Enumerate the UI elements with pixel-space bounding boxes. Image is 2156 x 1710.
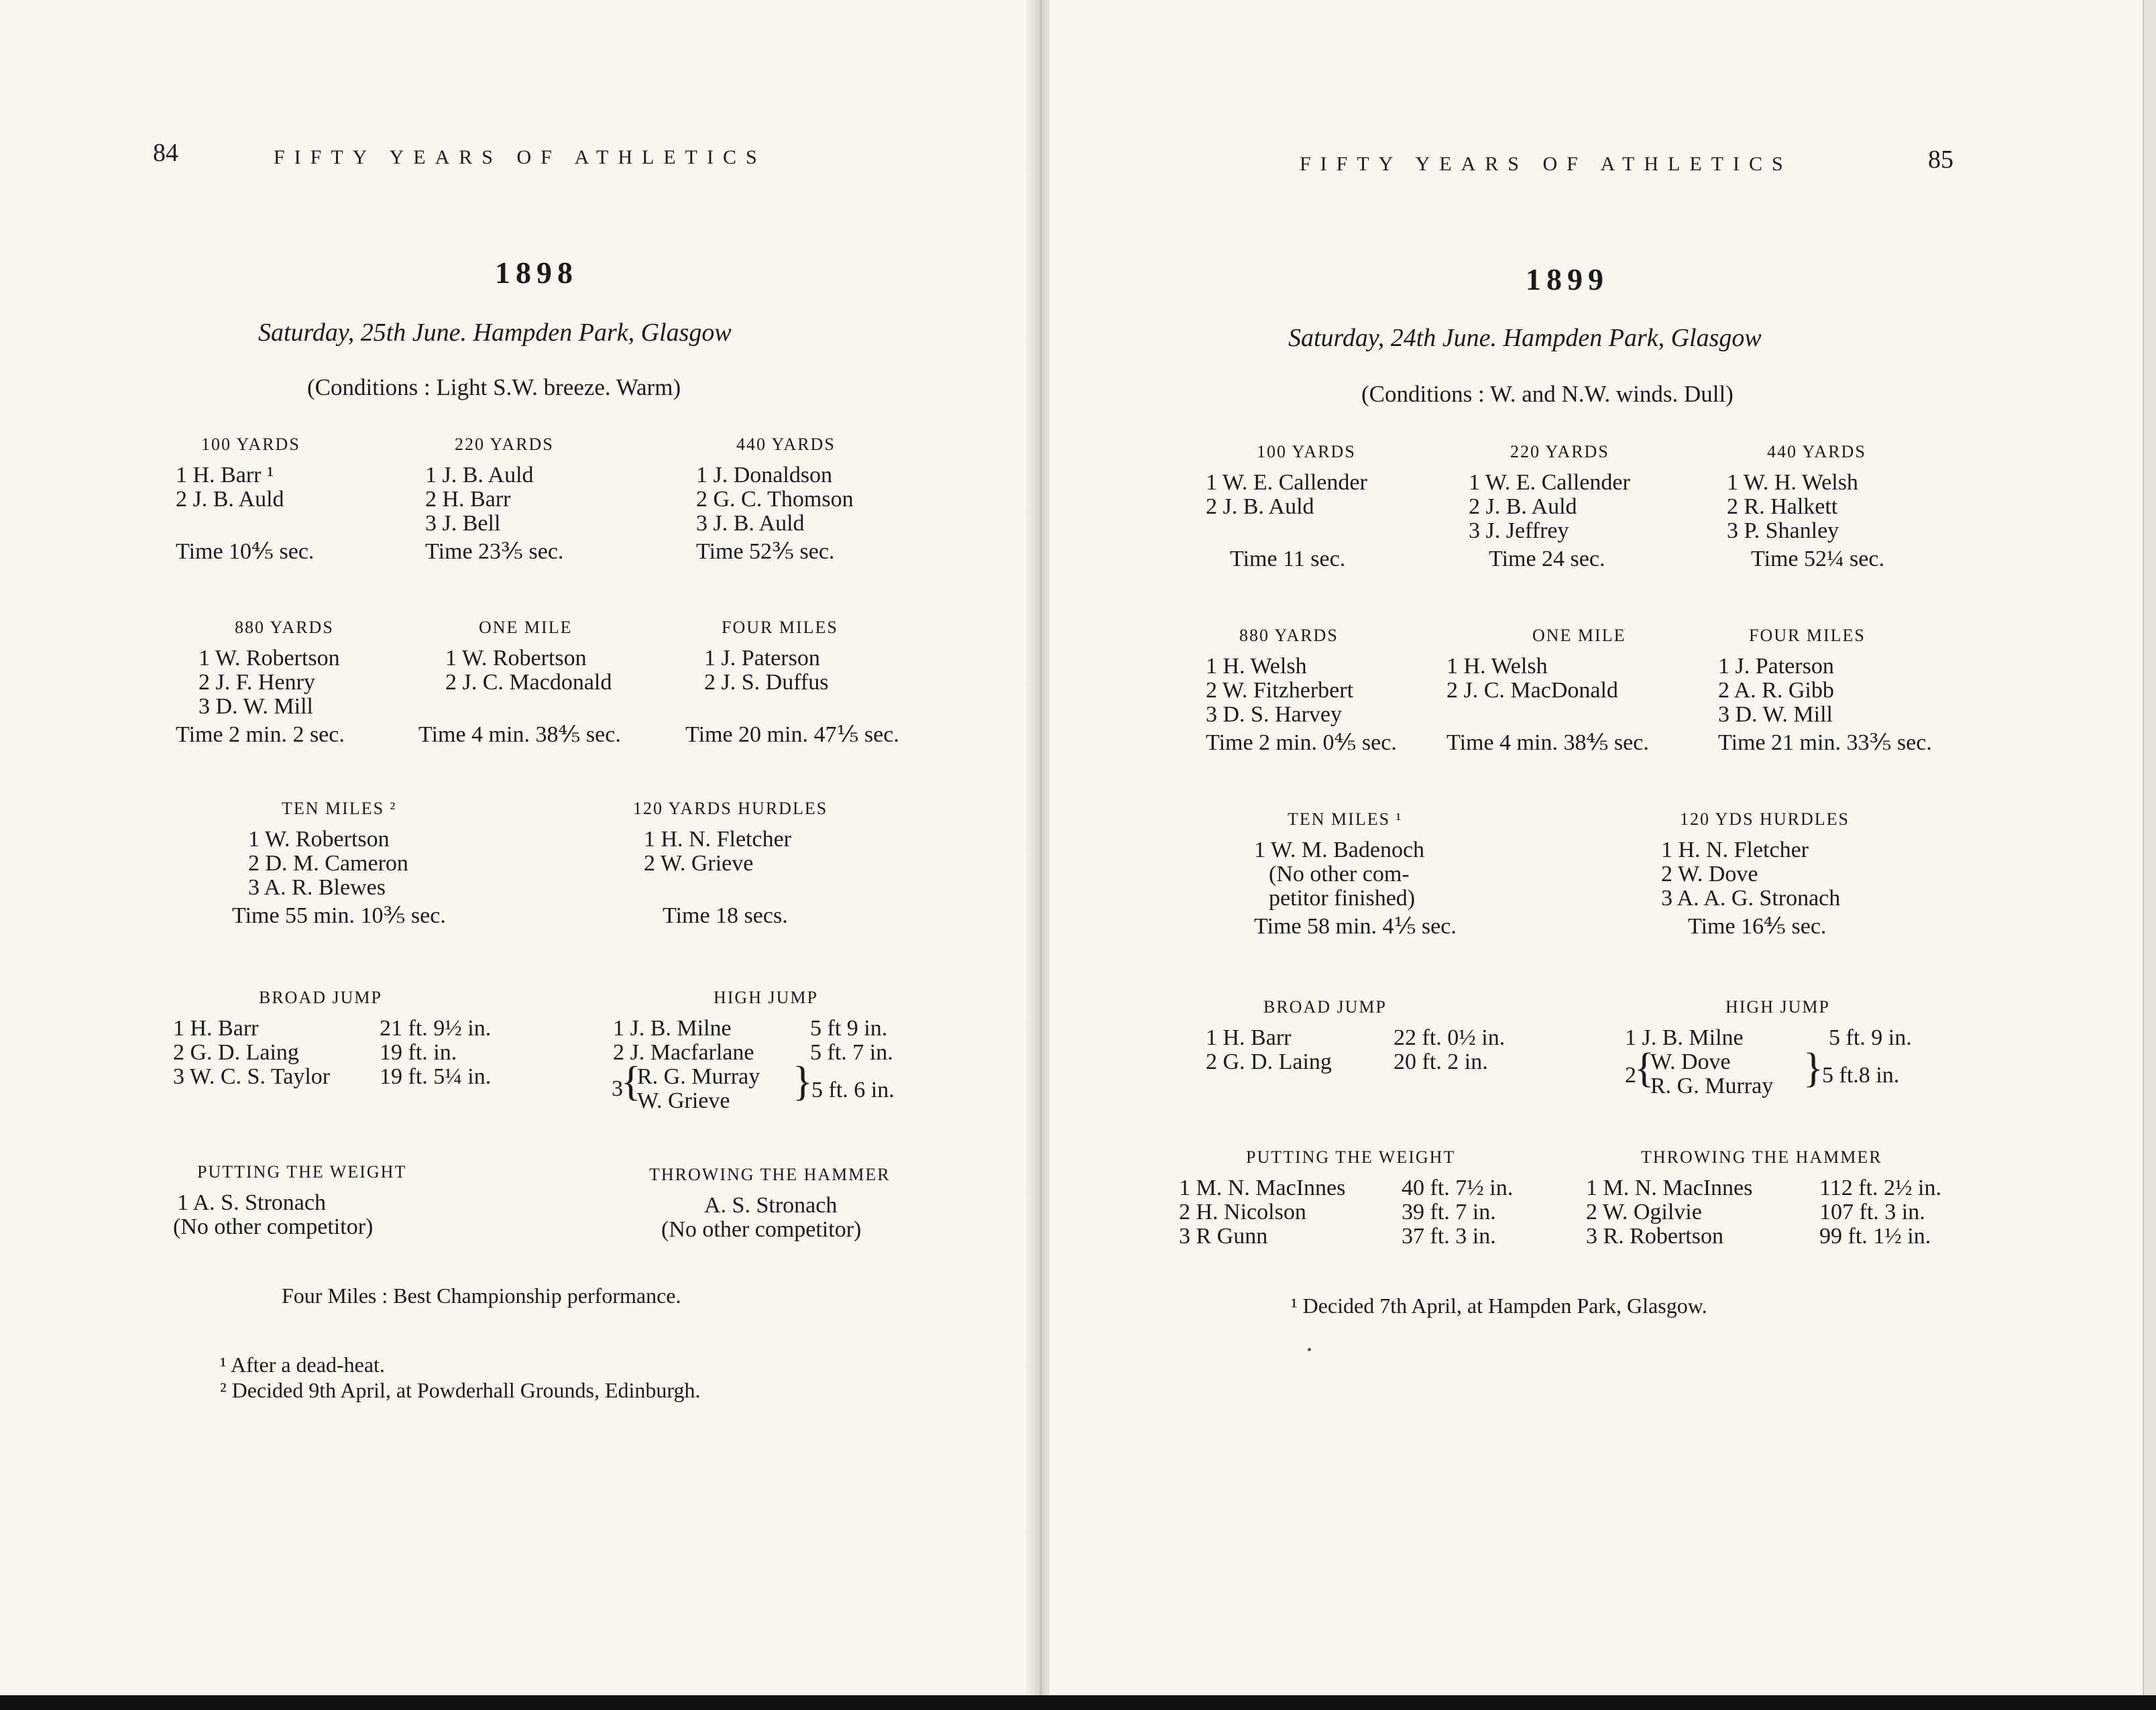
tie-name: W. Grieve bbox=[637, 1088, 730, 1113]
event-time: Time 4 min. 38⅘ sec. bbox=[418, 722, 621, 747]
record-note: Four Miles : Best Championship performance. bbox=[282, 1284, 681, 1308]
result-name: 1 M. N. MacInnes bbox=[1179, 1176, 1346, 1200]
event-title: HIGH JUMP bbox=[714, 988, 818, 1007]
result-name: 2 G. D. Laing bbox=[173, 1040, 299, 1065]
result-line: 1 W. E. Callender bbox=[1469, 470, 1630, 495]
event-title: ONE MILE bbox=[479, 618, 573, 637]
result-line: 2 J. B. Auld bbox=[1206, 494, 1314, 519]
result-line: 3 D. W. Mill bbox=[1718, 702, 1833, 727]
result-mark: 19 ft. in. bbox=[380, 1040, 457, 1065]
event-title: BROAD JUMP bbox=[259, 988, 382, 1007]
result-name: 1 H. Barr bbox=[1206, 1025, 1292, 1050]
result-mark: 5 ft. 7 in. bbox=[810, 1040, 893, 1065]
result-line: 1 W. Robertson bbox=[445, 646, 587, 671]
result-line: 2 J. B. Auld bbox=[176, 487, 284, 512]
event-120-yards-hurdles bbox=[633, 797, 828, 928]
event-time: Time 11 sec. bbox=[1230, 547, 1346, 571]
event-title: 120 YDS HURDLES bbox=[1680, 809, 1850, 829]
event-one-mile bbox=[1446, 624, 1649, 755]
result-line: 1 J. Paterson bbox=[1718, 654, 1834, 679]
event-time: Time 55 min. 10⅗ sec. bbox=[232, 903, 446, 928]
right-brace-icon: } bbox=[793, 1059, 813, 1104]
event-100-yards bbox=[1206, 440, 1367, 571]
result-name: 2 W. Ogilvie bbox=[1586, 1200, 1702, 1224]
date-venue: Saturday, 24th June. Hampden Park, Glasgow bbox=[1288, 324, 1762, 352]
result-line: 1 H. Welsh bbox=[1446, 654, 1548, 679]
result-line: 2 J. S. Duffus bbox=[704, 670, 829, 695]
result-line: A. S. Stronach bbox=[704, 1193, 838, 1218]
result-line: 2 R. Halkett bbox=[1727, 494, 1838, 519]
running-head: FIFTY YEARS OF ATHLETICS bbox=[1300, 153, 1793, 175]
event-440-yards bbox=[1727, 440, 1884, 571]
event-100-yards bbox=[176, 433, 314, 564]
event-880-yards bbox=[1206, 624, 1397, 755]
event-time: Time 2 min. 0⅘ sec. bbox=[1206, 730, 1397, 755]
result-line: 3 J. B. Auld bbox=[696, 511, 805, 536]
footnote: ² Decided 9th April, at Powderhall Grounds, Edinburgh. bbox=[220, 1378, 701, 1402]
result-mark: 99 ft. 1½ in. bbox=[1819, 1224, 1931, 1249]
event-putting-the-weight bbox=[1179, 1145, 1541, 1253]
event-time: Time 21 min. 33⅗ sec. bbox=[1718, 730, 1932, 755]
result-line: 3 A. R. Blewes bbox=[248, 875, 386, 900]
event-title: 100 YARDS bbox=[201, 435, 300, 454]
result-mark: 37 ft. 3 in. bbox=[1402, 1224, 1496, 1249]
tie-place: 2 bbox=[1625, 1063, 1636, 1088]
result-line: 1 W. M. Badenoch bbox=[1254, 838, 1425, 862]
result-line: 2 A. R. Gibb bbox=[1718, 678, 1834, 703]
result-line: 2 H. Barr bbox=[425, 487, 511, 512]
page-edge bbox=[2143, 0, 2156, 1710]
result-line: (No other competitor) bbox=[173, 1214, 374, 1239]
event-title: THROWING THE HAMMER bbox=[649, 1165, 891, 1184]
event-880-yards bbox=[176, 616, 345, 747]
result-mark: 21 ft. 9½ in. bbox=[380, 1016, 492, 1041]
event-title: ONE MILE bbox=[1532, 626, 1626, 645]
event-title: FOUR MILES bbox=[1749, 626, 1866, 645]
event-title: HIGH JUMP bbox=[1725, 997, 1830, 1017]
event-broad-jump bbox=[173, 986, 549, 1100]
result-line: 1 J. B. Auld bbox=[425, 463, 534, 488]
event-title: PUTTING THE WEIGHT bbox=[1246, 1147, 1456, 1167]
event-220-yards bbox=[425, 433, 563, 564]
footnote: ¹ Decided 7th April, at Hampden Park, Glasgow. bbox=[1291, 1294, 1707, 1318]
result-line: (No other com- bbox=[1269, 862, 1410, 887]
result-line: 2 W. Fitzherbert bbox=[1206, 678, 1354, 703]
result-mark: 5 ft. 9 in. bbox=[1829, 1025, 1912, 1050]
event-title: FOUR MILES bbox=[722, 618, 838, 637]
event-throwing-the-hammer bbox=[649, 1163, 891, 1242]
result-line: 2 W. Dove bbox=[1661, 862, 1758, 887]
result-line: 2 J. B. Auld bbox=[1469, 494, 1577, 519]
right-brace-icon: } bbox=[1803, 1045, 1823, 1091]
tie-name: R. G. Murray bbox=[637, 1064, 760, 1089]
result-line: 3 J. Bell bbox=[425, 511, 501, 536]
event-120-yds-hurdles bbox=[1661, 807, 1850, 939]
result-mark: 20 ft. 2 in. bbox=[1394, 1049, 1488, 1074]
result-line: 2 J. C. Macdonald bbox=[445, 670, 612, 695]
tie-name: W. Dove bbox=[1650, 1049, 1731, 1074]
result-line: 2 J. F. Henry bbox=[198, 670, 315, 695]
result-line: 3 P. Shanley bbox=[1727, 518, 1839, 543]
result-line: 1 J. Donaldson bbox=[696, 463, 833, 488]
event-440-yards bbox=[696, 433, 854, 564]
print-speck bbox=[1308, 1348, 1311, 1351]
page-number: 85 bbox=[1928, 146, 1953, 174]
event-title: 220 YARDS bbox=[455, 435, 554, 454]
result-line: 1 W. E. Callender bbox=[1206, 470, 1367, 495]
result-mark: 5 ft 9 in. bbox=[810, 1016, 888, 1041]
event-high-jump bbox=[612, 986, 947, 1113]
event-four-miles bbox=[685, 616, 899, 747]
result-mark: 107 ft. 3 in. bbox=[1819, 1200, 1925, 1224]
result-line: 1 J. Paterson bbox=[704, 646, 820, 671]
result-line: 1 H. N. Fletcher bbox=[1661, 838, 1809, 862]
event-putting-the-weight bbox=[173, 1160, 406, 1239]
result-name: 3 R Gunn bbox=[1179, 1224, 1268, 1249]
left-page bbox=[0, 0, 1036, 1710]
result-mark: 22 ft. 0½ in. bbox=[1394, 1025, 1506, 1050]
event-title: 120 YARDS HURDLES bbox=[633, 799, 828, 818]
event-title: 440 YARDS bbox=[1767, 442, 1866, 461]
conditions: (Conditions : W. and N.W. winds. Dull) bbox=[1361, 381, 1734, 407]
tie-name: R. G. Murray bbox=[1650, 1074, 1774, 1098]
right-page bbox=[1049, 0, 2156, 1710]
event-title: THROWING THE HAMMER bbox=[1641, 1147, 1882, 1167]
event-four-miles bbox=[1718, 624, 1932, 755]
event-high-jump bbox=[1625, 995, 1960, 1102]
event-time: Time 58 min. 4⅕ sec. bbox=[1254, 914, 1457, 939]
result-line: 3 J. Jeffrey bbox=[1469, 518, 1569, 543]
result-line: petitor finished) bbox=[1269, 886, 1416, 911]
tie-place: 3 bbox=[612, 1076, 623, 1101]
event-time: Time 52¼ sec. bbox=[1751, 547, 1884, 571]
result-name: 1 H. Barr bbox=[173, 1016, 259, 1041]
page-number: 84 bbox=[153, 139, 178, 167]
event-time: Time 2 min. 2 sec. bbox=[176, 722, 345, 747]
result-line: 1 H. Barr ¹ bbox=[176, 463, 274, 488]
event-title: TEN MILES ¹ bbox=[1288, 809, 1403, 829]
result-name: 1 J. B. Milne bbox=[613, 1016, 732, 1041]
date-venue: Saturday, 25th June. Hampden Park, Glasgow bbox=[258, 319, 732, 347]
event-time: Time 52⅗ sec. bbox=[696, 539, 835, 564]
result-line: 2 W. Grieve bbox=[644, 851, 754, 876]
event-title: 440 YARDS bbox=[736, 435, 836, 454]
result-line: 3 D. S. Harvey bbox=[1206, 702, 1343, 727]
year-heading: 1898 bbox=[495, 255, 578, 290]
footnote: ¹ After a dead-heat. bbox=[220, 1353, 385, 1377]
event-title: 880 YARDS bbox=[1239, 626, 1339, 645]
event-ten-miles bbox=[232, 797, 446, 928]
result-mark: 40 ft. 7½ in. bbox=[1402, 1176, 1514, 1200]
result-line: 2 J. C. MacDonald bbox=[1446, 678, 1618, 703]
result-line: 1 W. Robertson bbox=[248, 827, 390, 852]
event-broad-jump bbox=[1206, 995, 1554, 1089]
result-line: (No other competitor) bbox=[661, 1217, 862, 1242]
result-line: 1 H. N. Fletcher bbox=[644, 827, 792, 852]
event-time: Time 10⅘ sec. bbox=[176, 539, 315, 564]
event-time: Time 24 sec. bbox=[1489, 547, 1605, 571]
result-mark: 39 ft. 7 in. bbox=[1402, 1200, 1496, 1224]
result-line: 1 H. Welsh bbox=[1206, 654, 1307, 679]
result-line: 3 A. A. G. Stronach bbox=[1661, 886, 1841, 911]
event-time: Time 16⅘ sec. bbox=[1688, 914, 1827, 939]
event-one-mile bbox=[418, 616, 621, 747]
event-title: PUTTING THE WEIGHT bbox=[197, 1162, 407, 1182]
scan-edge bbox=[0, 1695, 2156, 1710]
event-ten-miles bbox=[1254, 807, 1457, 939]
result-line: 1 W. H. Welsh bbox=[1727, 470, 1858, 495]
result-line: 2 D. M. Cameron bbox=[248, 851, 408, 876]
result-name: 3 W. C. S. Taylor bbox=[173, 1064, 331, 1089]
event-time: Time 4 min. 38⅘ sec. bbox=[1446, 730, 1649, 755]
event-title: BROAD JUMP bbox=[1263, 997, 1387, 1017]
event-title: 880 YARDS bbox=[235, 618, 334, 637]
result-name: 2 H. Nicolson bbox=[1179, 1200, 1306, 1224]
conditions: (Conditions : Light S.W. breeze. Warm) bbox=[307, 374, 681, 400]
event-time: Time 18 secs. bbox=[663, 903, 788, 928]
event-title: TEN MILES ² bbox=[282, 799, 397, 818]
result-name: 2 J. Macfarlane bbox=[613, 1040, 754, 1065]
result-name: 1 J. B. Milne bbox=[1625, 1025, 1744, 1050]
event-title: 100 YARDS bbox=[1257, 442, 1356, 461]
result-mark: 19 ft. 5¼ in. bbox=[380, 1064, 492, 1089]
left-brace-icon: { bbox=[1634, 1045, 1654, 1091]
result-line: 2 G. C. Thomson bbox=[696, 487, 854, 512]
result-line: 3 D. W. Mill bbox=[198, 694, 313, 719]
event-time: Time 20 min. 47⅕ sec. bbox=[685, 722, 899, 747]
event-220-yards bbox=[1469, 440, 1630, 571]
result-line: 1 W. Robertson bbox=[198, 646, 340, 671]
running-head: FIFTY YEARS OF ATHLETICS bbox=[274, 146, 767, 168]
footnotes bbox=[220, 1352, 700, 1403]
tie-mark: 5 ft. 6 in. bbox=[811, 1078, 895, 1102]
event-throwing-the-hammer bbox=[1586, 1145, 1962, 1253]
result-mark: 112 ft. 2½ in. bbox=[1819, 1176, 1941, 1200]
tie-mark: 5 ft.8 in. bbox=[1822, 1063, 1900, 1088]
event-title: 220 YARDS bbox=[1510, 442, 1609, 461]
result-name: 2 G. D. Laing bbox=[1206, 1049, 1332, 1074]
left-brace-icon: { bbox=[621, 1059, 641, 1104]
year-heading: 1899 bbox=[1526, 262, 1609, 296]
result-name: 1 M. N. MacInnes bbox=[1586, 1176, 1753, 1200]
event-time: Time 23⅗ sec. bbox=[425, 539, 564, 564]
result-name: 3 R. Robertson bbox=[1586, 1224, 1723, 1249]
result-line: 1 A. S. Stronach bbox=[177, 1190, 326, 1215]
